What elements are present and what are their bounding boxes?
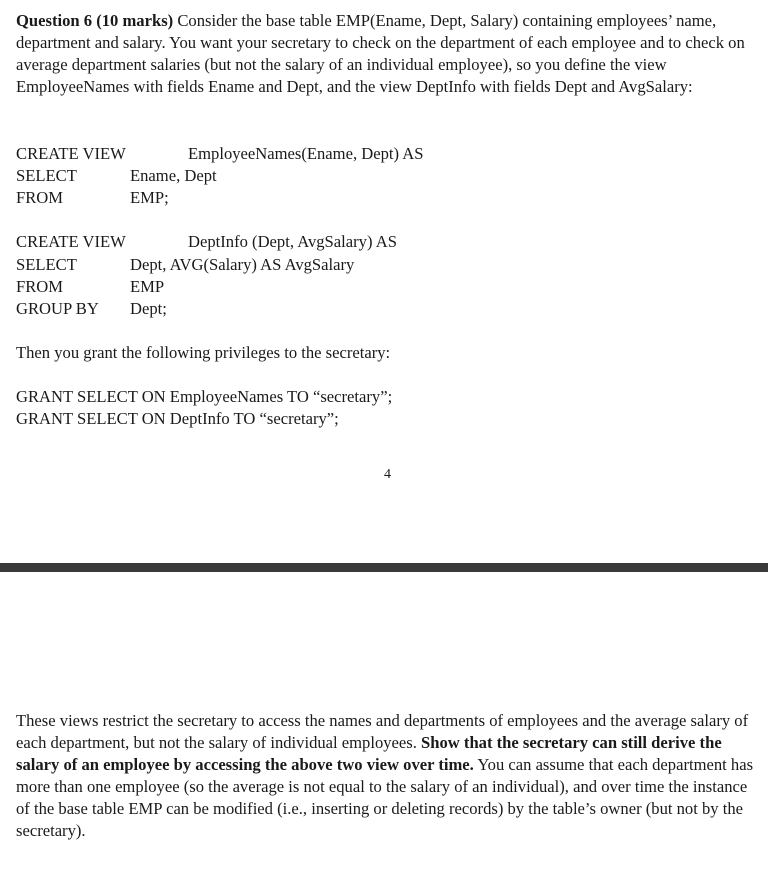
page-number: 4 [384, 467, 391, 482]
question-paragraph [16, 10, 756, 98]
question-title: Question 6 (10 marks) [16, 11, 174, 30]
task-text-intro: These views restrict the secretary to access the names and departments of employees and the average salary of each department, but not the salary of individual employees. [16, 711, 749, 752]
document-page-5 [0, 572, 768, 880]
group-by-keyword: GROUP BY [16, 299, 99, 318]
view2-from-line [16, 276, 716, 298]
create-view-keyword: CREATE VIEW [16, 144, 126, 163]
view2-create-line [16, 231, 716, 253]
select-keyword: SELECT [16, 166, 77, 185]
task-text-bold: Show that the secretary can still derive the salary of an employee by accessing the above two view over time. [16, 733, 722, 774]
view1-create-line [16, 143, 716, 165]
grant-statement-2: GRANT SELECT ON DeptInfo TO “secretary”; [16, 409, 339, 428]
view2-group-field: Dept; [130, 299, 167, 318]
view2-definition: DeptInfo (Dept, AvgSalary) AS [188, 232, 397, 251]
view1-select-line [16, 165, 716, 187]
task-paragraph [16, 710, 756, 842]
question-intro-text: Consider the base table EMP(Ename, Dept, Salary) containing employees’ name, department and salary. You want your secretary to check on the department of each employee and to check on average department salaries (but not the salary of an individual employee), so you define the view EmployeeNames with fields Ename and Dept, and the view DeptInfo with fields Dept and AvgSalary: [16, 11, 745, 96]
select-keyword: SELECT [16, 255, 77, 274]
view2-select-fields: Dept, AVG(Salary) AS AvgSalary [130, 255, 355, 274]
view1-select-fields: Ename, Dept [130, 166, 217, 185]
from-keyword: FROM [16, 277, 64, 296]
grant-statement-1: GRANT SELECT ON EmployeeNames TO “secretary”; [16, 387, 393, 406]
view2-from-table: EMP [130, 277, 165, 296]
task-text-assumptions: You can assume that each department has more than one employee (so the average is not equal to the salary of an individual), and over time the instance of the base table EMP can be modified (i.e., inserting or deleting records) by the table’s owner (but not by the secretary). [16, 755, 754, 840]
create-view-keyword: CREATE VIEW [16, 232, 126, 251]
from-keyword: FROM [16, 188, 64, 207]
view2-groupby-line [16, 298, 716, 320]
then-grant-text: Then you grant the following privileges to the secretary: [16, 343, 391, 362]
view1-from-table: EMP; [130, 188, 169, 207]
view2-select-line [16, 254, 716, 276]
view1-definition: EmployeeNames(Ename, Dept) AS [188, 144, 424, 163]
view1-from-line [16, 187, 716, 209]
page-separator [0, 563, 768, 572]
